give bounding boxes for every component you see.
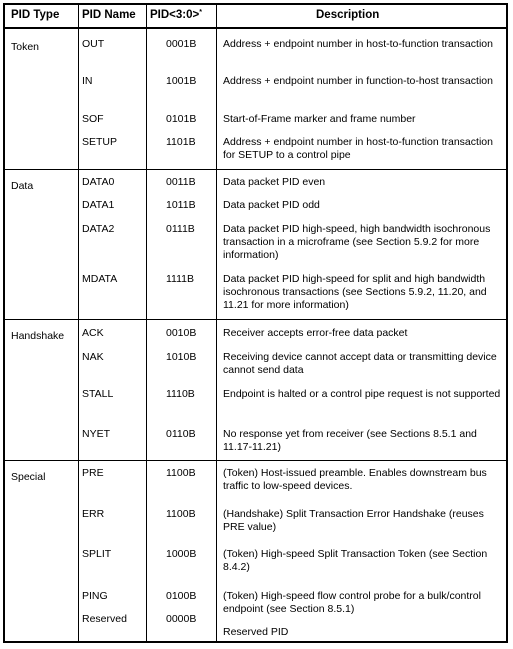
pid-code: 1101B: [166, 136, 196, 148]
pid-code: 1001B: [166, 75, 197, 87]
pid-type-label: Token: [11, 41, 40, 53]
pid-code: 1111B: [166, 273, 195, 285]
pid-code: 0110B: [166, 428, 196, 440]
pid-description: Start-of-Frame marker and frame number: [223, 113, 416, 125]
pid-code: 0010B: [166, 327, 197, 339]
pid-code: 0000B: [166, 613, 197, 625]
pid-code: 0111B: [166, 223, 195, 235]
pid-code: 1100B: [166, 467, 196, 479]
group-divider: [5, 319, 506, 320]
pid-code: 0100B: [166, 590, 197, 602]
pid-code: 0011B: [166, 176, 196, 188]
column-divider: [146, 5, 147, 641]
pid-description: Data packet PID high-speed, high bandwidth isochronous transaction in a microframe (see Section 5.9.2 for more information): [223, 223, 491, 261]
pid-code: 1100B: [166, 508, 196, 520]
group-divider: [5, 169, 506, 170]
pid-name: PRE: [82, 467, 104, 479]
pid-name: ACK: [82, 327, 104, 339]
pid-description: Address + endpoint number in host-to-function transaction for SETUP to a control pipe: [223, 136, 493, 161]
pid-table: [3, 3, 508, 643]
pid-description: Receiving device cannot accept data or transmitting device cannot send data: [223, 351, 497, 376]
pid-code: 1110B: [166, 388, 195, 400]
pid-description: (Token) Host-issued preamble. Enables downstream bus traffic to low-speed devices.: [223, 467, 487, 492]
pid-name: MDATA: [82, 273, 118, 285]
pid-type-label: Handshake: [11, 330, 65, 342]
pid-name: DATA1: [82, 199, 115, 211]
pid-code: 1011B: [166, 199, 196, 211]
header-pid-bits-footnote: *: [199, 9, 202, 16]
pid-type-label: Special: [11, 471, 46, 483]
pid-description: (Token) High-speed flow control probe for a bulk/control endpoint (see Section 8.5.1): [223, 590, 481, 615]
pid-description: Data packet PID even: [223, 176, 326, 188]
pid-type-label: Data: [11, 180, 34, 192]
pid-description: (Token) High-speed Split Transaction Token (see Section 8.4.2): [223, 548, 488, 573]
pid-description: Endpoint is halted or a control pipe request is not supported: [223, 388, 501, 400]
pid-description: Reserved PID: [223, 626, 289, 638]
pid-description: Receiver accepts error-free data packet: [223, 327, 408, 339]
pid-name: PING: [82, 590, 108, 602]
pid-name: NYET: [82, 428, 111, 440]
column-divider: [216, 5, 217, 641]
pid-name: SPLIT: [82, 548, 112, 560]
column-divider: [78, 5, 79, 641]
pid-code: 0001B: [166, 38, 197, 50]
pid-code: 0101B: [166, 113, 197, 125]
pid-description: Data packet PID odd: [223, 199, 320, 211]
header-description: Description: [316, 9, 380, 21]
pid-name: DATA2: [82, 223, 115, 235]
pid-description: No response yet from receiver (see Sections 8.5.1 and 11.17-11.21): [223, 428, 477, 453]
pid-name: ERR: [82, 508, 105, 520]
pid-description: Address + endpoint number in host-to-function transaction: [223, 38, 493, 50]
pid-name: STALL: [82, 388, 114, 400]
pid-code: 1000B: [166, 548, 197, 560]
header-pid-type: PID Type: [11, 9, 60, 21]
header-pid-name: PID Name: [82, 9, 136, 21]
pid-name: SOF: [82, 113, 104, 125]
header-divider: [5, 27, 506, 29]
pid-name: NAK: [82, 351, 104, 363]
pid-name: Reserved: [82, 613, 127, 625]
group-divider: [5, 460, 506, 461]
pid-name: OUT: [82, 38, 105, 50]
pid-name: IN: [82, 75, 93, 87]
pid-description: (Handshake) Split Transaction Error Handshake (reuses PRE value): [223, 508, 484, 533]
pid-description: Data packet PID high-speed for split and high bandwidth isochronous transactions (see Sections 5.9.2, 11.20, and 11.21 for more information): [223, 273, 487, 311]
pid-description: Address + endpoint number in function-to-host transaction: [223, 75, 493, 87]
pid-code: 1010B: [166, 351, 197, 363]
header-pid-bits-label: PID<3:0>: [150, 9, 200, 21]
pid-name: SETUP: [82, 136, 118, 148]
pid-name: DATA0: [82, 176, 115, 188]
header-pid-bits: [150, 8, 202, 22]
